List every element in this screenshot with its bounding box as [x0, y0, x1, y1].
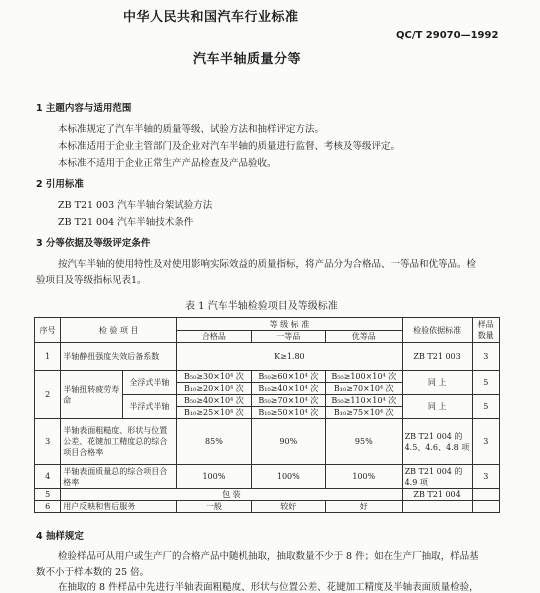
row-first: 90%	[251, 419, 325, 465]
row-pass: B₅₀≥30×10⁴ 次	[177, 371, 251, 383]
row-item: 半轴表面质量总的综合项目合格率	[61, 465, 177, 489]
row-seq: 2	[35, 371, 61, 419]
row-basis: 同 上	[402, 371, 472, 395]
row-seq: 4	[35, 465, 61, 489]
table-row	[35, 501, 500, 513]
row-first: B₁₀≥50×10⁴ 次	[251, 407, 325, 419]
section-2-heading: 2 引用标准	[36, 179, 84, 190]
table-row	[35, 343, 500, 371]
section-1-para-1: 本标准规定了汽车半轴的质量等级、试验方法和抽样评定方法。	[58, 124, 325, 135]
row-count	[472, 489, 499, 501]
section-4-para-3: 在抽取的 8 件样品中先进行半轴表面粗糙度、形状与位置公差、花键加工精度及半轴表面质量检验，	[58, 582, 479, 593]
row-value: K≥1.80	[177, 343, 402, 371]
header-first: 一等品	[251, 331, 325, 343]
row-basis: ZB T21 004 的 4.9 项	[402, 465, 472, 489]
row-first: 较好	[251, 501, 325, 513]
reference-2: ZB T21 004 汽车半轴技术条件	[58, 217, 194, 228]
row-subitem: 全浮式半轴	[122, 371, 177, 395]
row-pass: B₁₀≥20×10⁴ 次	[177, 383, 251, 395]
section-1-heading: 1 主题内容与适用范围	[36, 103, 132, 114]
section-4-para-2: 数不小于样本数的 25 倍。	[36, 567, 150, 578]
row-pass: 100%	[177, 465, 251, 489]
row-count: 3	[472, 419, 499, 465]
row-first: 100%	[251, 465, 325, 489]
row-pass: B₁₀≥25×10⁴ 次	[177, 407, 251, 419]
table-row	[35, 489, 500, 501]
row-basis: ZB T21 003	[402, 343, 472, 371]
row-item: 半轴静扭强度失效后备系数	[61, 343, 177, 371]
row-best: 好	[326, 501, 403, 513]
row-basis: 同 上	[402, 395, 472, 419]
row-seq: 6	[35, 501, 61, 513]
section-3-para-1: 按汽车半轴的使用特性及对使用影响实际效益的质量指标，将产品分为合格品、一等品和优等品。检	[58, 259, 477, 270]
row-best: B₅₀≥100×10⁴ 次	[326, 371, 403, 383]
grade-standard-table	[34, 317, 500, 513]
row-pass: 一般	[177, 501, 251, 513]
table-row	[35, 419, 500, 465]
reference-1: ZB T21 003 汽车半轴台架试验方法	[58, 200, 213, 211]
row-best: B₁₀≥75×10⁴ 次	[326, 407, 403, 419]
row-first: B₁₀≥40×10⁴ 次	[251, 383, 325, 395]
row-item: 半轴表面粗糙度、形状与位置公差、花键加工精度总的综合项目合格率	[61, 419, 177, 465]
row-item: 用户反映和售后服务	[61, 501, 177, 513]
section-4-heading: 4 抽样规定	[36, 531, 84, 542]
row-pass: 85%	[177, 419, 251, 465]
row-basis: ZB T21 004 的 4.5、4.6、4.8 项	[402, 419, 472, 465]
row-count: 3	[472, 343, 499, 371]
row-seq: 3	[35, 419, 61, 465]
header-count: 样品数量	[472, 318, 499, 343]
header-item: 检 验 项 目	[61, 318, 177, 343]
standard-code: QC/T 29070—1992	[396, 30, 499, 41]
row-best: B₅₀≥110×10⁴ 次	[326, 395, 403, 407]
row-seq: 1	[35, 343, 61, 371]
row-best: 100%	[326, 465, 403, 489]
section-1-para-3: 本标准不适用于企业正常生产产品检查及产品验收。	[58, 158, 277, 169]
row-count: 5	[472, 371, 499, 395]
row-item: 半轴扭转疲劳寿命	[61, 371, 122, 419]
header-seq: 序号	[35, 318, 61, 343]
table-row	[35, 465, 500, 489]
row-pass: B₅₀≥40×10⁴ 次	[177, 395, 251, 407]
row-count: 5	[472, 395, 499, 419]
header-best: 优等品	[326, 331, 403, 343]
table-caption: 表 1 汽车半轴检验项目及等级标准	[185, 301, 338, 312]
row-basis	[402, 501, 472, 513]
header-pass: 合格品	[177, 331, 251, 343]
issuing-organization: 中华人民共和国汽车行业标准	[123, 10, 299, 25]
header-basis: 检验依据标准	[402, 318, 472, 343]
section-1-para-2: 本标准适用于企业主管部门及企业对汽车半轴的质量进行监督、考核及等级评定。	[58, 141, 401, 152]
row-count	[472, 501, 499, 513]
section-4-para-1: 检验样品可从用户或生产厂的合格产品中随机抽取，抽取数量不少于 8 件；如在生产厂抽取，样品基	[58, 551, 479, 562]
row-best: B₁₀≥70×10⁴ 次	[326, 383, 403, 395]
row-first: B₅₀≥70×10⁴ 次	[251, 395, 325, 407]
row-seq: 5	[35, 489, 61, 501]
header-grade: 等 级 标 准	[177, 318, 402, 331]
row-best: 95%	[326, 419, 403, 465]
table-row	[35, 371, 500, 383]
section-3-para-2: 验项目及等级指标见表1。	[36, 275, 147, 286]
row-count: 3	[472, 465, 499, 489]
row-first: B₅₀≥60×10⁴ 次	[251, 371, 325, 383]
row-item: 包 装	[61, 489, 402, 501]
document-title: 汽车半轴质量分等	[193, 52, 302, 67]
section-3-heading: 3 分等依据及等级评定条件	[36, 238, 151, 249]
row-basis: ZB T21 004	[402, 489, 472, 501]
row-subitem: 半浮式半轴	[122, 395, 177, 419]
